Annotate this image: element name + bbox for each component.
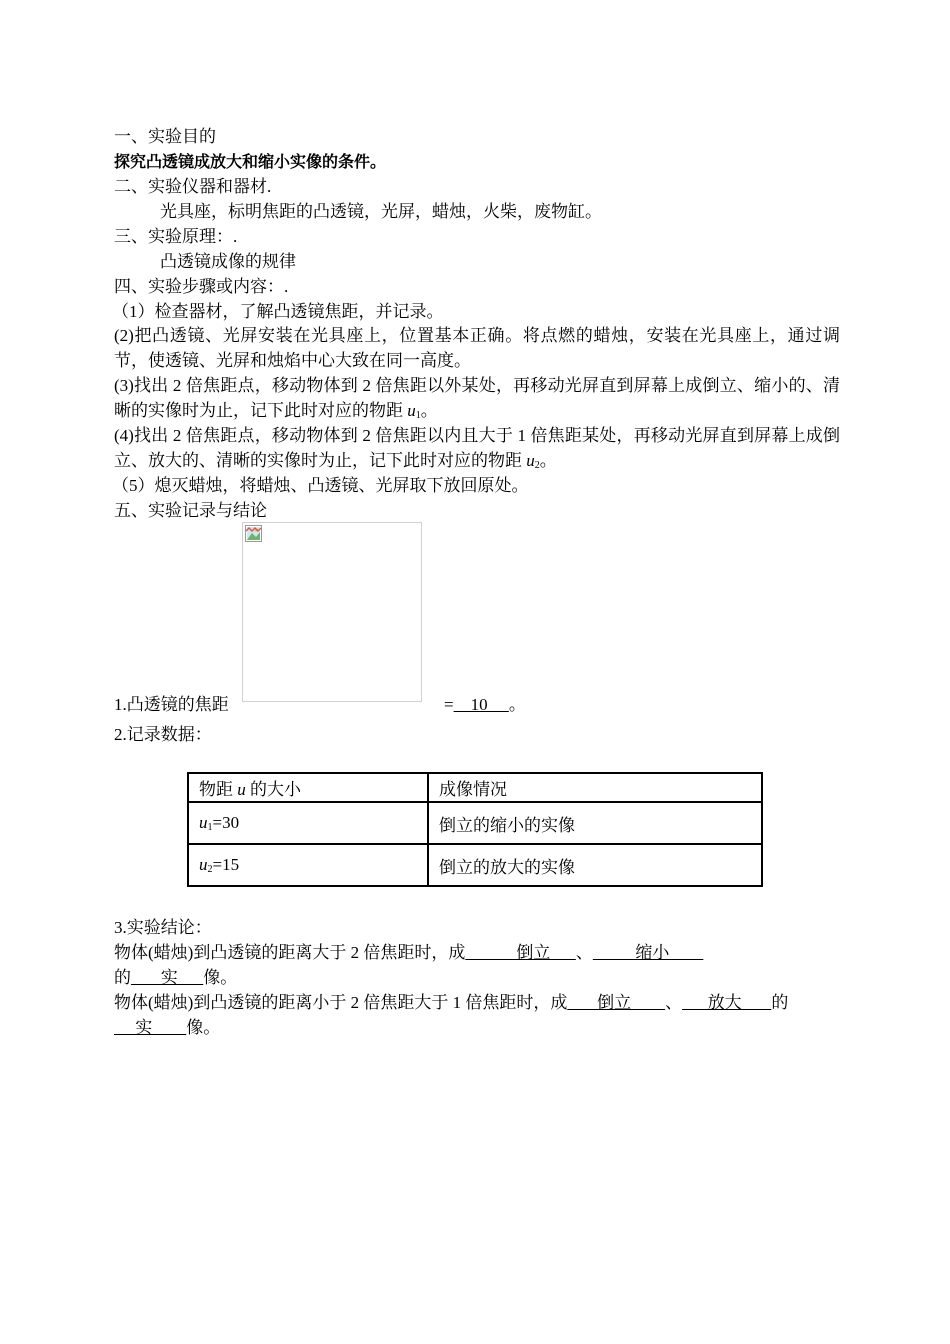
row-1-distance: $u_1=30$ <box>188 802 428 844</box>
data-table <box>187 772 763 887</box>
table-row <box>188 802 762 844</box>
header-image-result: 成像情况 <box>428 773 762 802</box>
step-3 <box>114 373 840 428</box>
step-3-end: 。 <box>420 401 438 420</box>
section-4-title: 四、实验步骤或内容：. <box>114 277 289 296</box>
conclusion-1-blank-1: 倒立 <box>465 943 576 962</box>
section-2-title: 二、实验仪器和器材. <box>114 177 272 196</box>
focal-length-label: 1.凸透镜的焦距 <box>114 695 229 714</box>
record-data-label: 2.记录数据： <box>114 725 212 744</box>
focal-length-value: 10 <box>453 695 509 714</box>
focal-end: 。 <box>508 695 526 714</box>
row-2-distance: $u_2=15$ <box>188 844 428 886</box>
section-3-title: 三、实验原理：. <box>114 227 238 246</box>
step-4-text: (4)找出 2 倍焦距点，移动物体到 2 倍焦距以内且大于 1 倍焦距某处，再移动光屏直到屏幕上成倒立、放大的、清晰的实像时为止，记下此时对应的物距 <box>114 426 840 470</box>
conclusion-2-blank-2: 放大 <box>682 993 772 1012</box>
section-3-content: 凸透镜成像的规律 <box>160 252 296 271</box>
table-header-row <box>188 773 762 802</box>
section-2-content: 光具座，标明焦距的凸透镜，光屏，蜡烛，火柴，废物缸。 <box>160 202 602 221</box>
step-3-subscript: 1 <box>415 410 421 421</box>
step-4-end: 。 <box>539 451 557 470</box>
focal-equals: = <box>444 695 454 714</box>
step-1: （1）检查器材，了解凸透镜焦距，并记录。 <box>112 302 444 321</box>
table-row <box>188 844 762 886</box>
conclusion-1-blank-3: 实 <box>131 968 204 987</box>
conclusion-2-blank-3: 实 <box>114 1018 187 1037</box>
step-3-text: (3)找出 2 倍焦距点，移动物体到 2 倍焦距以外某处，再移动光屏直到屏幕上成倒立、缩小的、清晰的实像时为止，记下此时对应的物距 <box>114 376 840 420</box>
step-3-variable: u <box>407 401 416 420</box>
section-1-content: 探究凸透镜成放大和缩小实像的条件。 <box>114 152 387 171</box>
conclusion-1-blank-2: 缩小 <box>592 943 704 962</box>
section-1-title: 一、实验目的 <box>114 127 216 146</box>
conclusion-2: 物体(蜡烛)到凸透镜的距离小于 2 倍焦距大于 1 倍焦距时，成 倒立 、 放大 的 实 像。 <box>114 993 789 1037</box>
step-2: (2)把凸透镜、光屏安装在光具座上，位置基本正确。将点燃的蜡烛，安装在光具座上，通过调节，使透镜、光屏和烛焰中心大致在同一高度。 <box>114 326 840 370</box>
step-4-subscript: 2 <box>534 460 540 471</box>
conclusion-label: 3.实验结论： <box>114 918 212 937</box>
row-2-result: 倒立的放大的实像 <box>428 844 762 886</box>
conclusion-2-blank-1: 倒立 <box>567 993 666 1012</box>
broken-image-icon <box>245 525 262 542</box>
focal-length-answer <box>444 695 526 715</box>
conclusion-1: 物体(蜡烛)到凸透镜的距离大于 2 倍焦距时，成 倒立 、 缩小 的 实 像。 <box>114 943 704 987</box>
step-5: （5）熄灭蜡烛，将蜡烛、凸透镜、光屏取下放回原处。 <box>112 476 529 495</box>
row-1-result: 倒立的缩小的实像 <box>428 802 762 844</box>
step-4-variable: u <box>526 451 535 470</box>
header-object-distance: 物距 u 的大小 <box>188 773 428 802</box>
section-5-title: 五、实验记录与结论 <box>114 501 267 520</box>
step-4 <box>114 423 840 478</box>
image-placeholder <box>242 522 422 702</box>
